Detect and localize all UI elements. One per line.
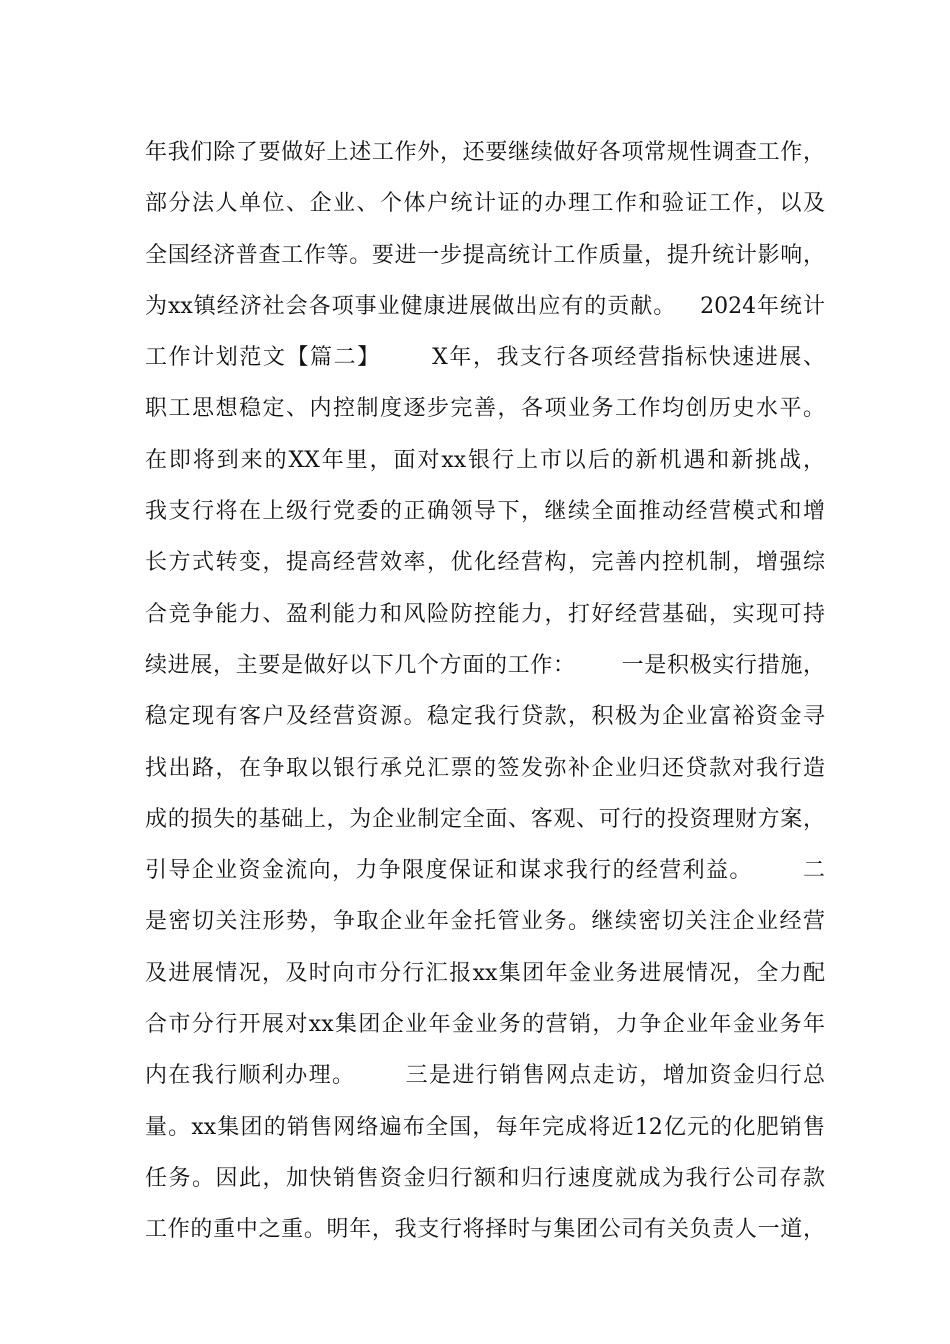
text-line: 长方式转变，提高经营效率，优化经营构，完善内控机制，增强综 <box>145 550 825 576</box>
text-line: 工作的重中之重。明年，我支行将择时与集团公司有关负责人一道， <box>145 1217 825 1243</box>
text-line: 全国经济普查工作等。要进一步提高统计工作质量，提升统计影响， <box>145 242 825 268</box>
text-line: 合市分行开展对xx集团企业年金业务的营销，力争企业年金业务年 <box>145 1012 825 1038</box>
text-line: 部分法人单位、企业、个体户统计证的办理工作和验证工作，以及 <box>145 191 825 217</box>
text-line: 及进展情况，及时向市分行汇报xx集团年金业务进展情况，全力配 <box>145 960 825 986</box>
text-line: 找出路，在争取以银行承兑汇票的签发弥补企业归还贷款对我行造 <box>145 755 825 781</box>
text-line: 续进展，主要是做好以下几个方面的工作： 一是积极实行措施， <box>145 652 825 678</box>
text-line: 成的损失的基础上，为企业制定全面、客观、可行的投资理财方案， <box>145 806 825 832</box>
text-line: 量。xx集团的销售网络遍布全国，每年完成将近12亿元的化肥销售 <box>145 1114 825 1140</box>
text-line: 工作计划范文【篇二】 X年，我支行各项经营指标快速进展、 <box>145 345 825 371</box>
text-line: 稳定现有客户及经营资源。稳定我行贷款，积极为企业富裕资金寻 <box>145 704 825 730</box>
text-line: 内在我行顺利办理。 三是进行销售网点走访，增加资金归行总 <box>145 1063 825 1089</box>
text-line: 引导企业资金流向，力争限度保证和谋求我行的经营利益。 二 <box>145 858 825 884</box>
text-line: 为xx镇经济社会各项事业健康进展做出应有的贡献。 2024年统计 <box>145 293 825 319</box>
text-line: 是密切关注形势，争取企业年金托管业务。继续密切关注企业经营 <box>145 909 825 935</box>
text-line: 职工思想稳定、内控制度逐步完善，各项业务工作均创历史水平。 <box>145 396 825 422</box>
text-line: 任务。因此，加快销售资金归行额和归行速度就成为我行公司存款 <box>145 1165 825 1191</box>
text-line: 年我们除了要做好上述工作外，还要继续做好各项常规性调查工作， <box>145 140 825 165</box>
document-body <box>145 134 825 1263</box>
text-line: 合竞争能力、盈利能力和风险防控能力，打好经营基础，实现可持 <box>145 601 825 627</box>
text-line: 在即将到来的XX年里，面对xx银行上市以后的新机遇和新挑战， <box>145 447 825 473</box>
text-line: 我支行将在上级行党委的正确领导下，继续全面推动经营模式和增 <box>145 499 825 525</box>
